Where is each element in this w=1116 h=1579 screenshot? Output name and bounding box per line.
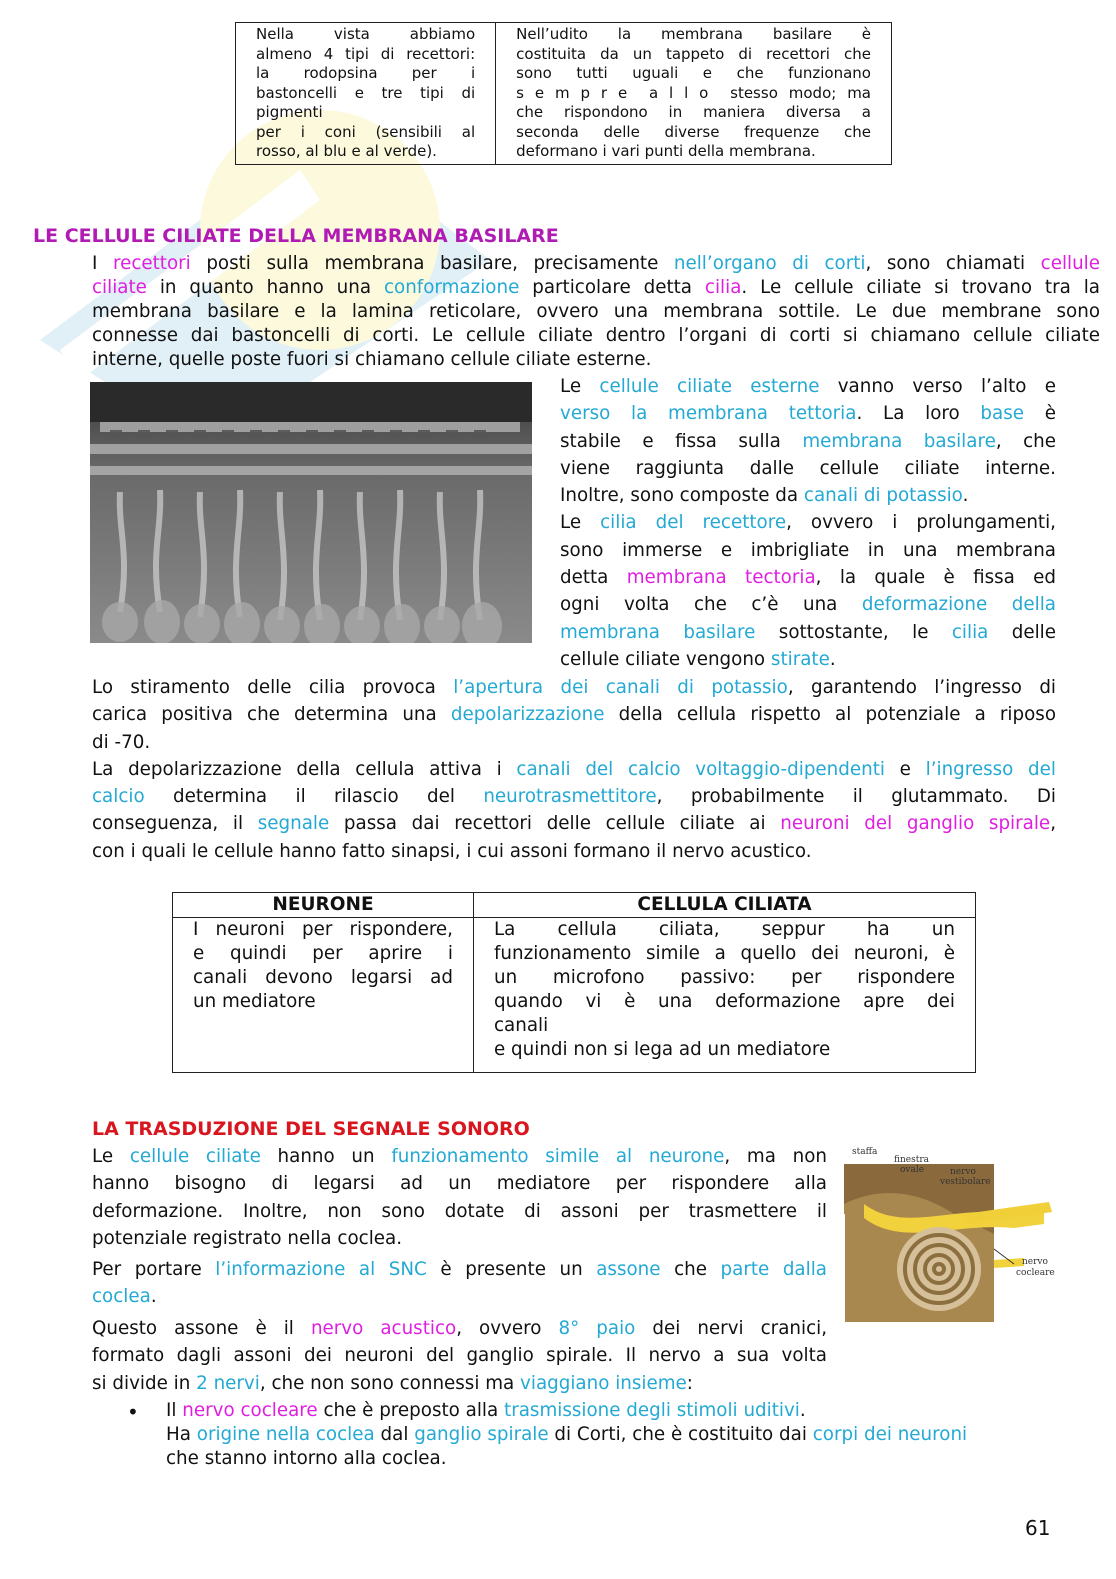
hair-cells-micrograph: [90, 382, 532, 643]
intro-paragraph: [92, 252, 1100, 372]
text-line: deformazione. Inoltre, non sono dotate di assoni per trasmettere il: [92, 1200, 827, 1222]
section-title-cellule-ciliate: LE CELLULE CILIATE DELLA MEMBRANA BASILARE: [33, 225, 559, 247]
label-staffa: staffa: [852, 1147, 878, 1157]
table-line: un mediatore: [193, 991, 316, 1012]
depolarization-paragraph: [92, 674, 1056, 865]
text-line: viene raggiunta dalle cellule ciliate interne.: [560, 457, 1056, 479]
hearing-cell: [496, 23, 892, 165]
label-nervo-cocleare-2: cocleare: [1016, 1268, 1055, 1278]
table-line: pigmenti: [256, 103, 323, 121]
table-line: bastoncelli e tre tipi di: [256, 83, 476, 102]
text-line: potenziale registrato nella coclea.: [92, 1227, 403, 1249]
label-nervo-vestibolare-1: nervo: [950, 1167, 976, 1177]
text-line: Le cellule ciliate hanno un funzionamento simile al neurone, ma non: [92, 1146, 827, 1167]
outer-hair-cells-paragraph: [560, 373, 1056, 673]
text-line: con i quali le cellule hanno fatto sinapsi, i cui assoni formano il nervo acustico.: [92, 840, 812, 862]
table-line: rosso, al blu e al verde).: [256, 142, 437, 160]
table-line: I neuroni per rispondere,: [193, 919, 453, 940]
table-line: sono tutti uguali e che funzionano: [516, 64, 871, 82]
text-line: sono immerse e imbrigliate in una membrana: [560, 539, 1056, 561]
text-line: coclea.: [92, 1286, 157, 1308]
text-line: detta membrana tectoria, la quale è fissa ed: [560, 567, 1057, 589]
table-header-neurone: NEURONE: [173, 893, 474, 918]
text-line: Per portare l’informazione al SNC è presente un assone che parte dalla: [92, 1259, 827, 1280]
text-line: La depolarizzazione della cellula attiva i canali del calcio voltaggio-dipendenti e l’ingresso del: [92, 758, 1056, 780]
vision-cell: [236, 23, 496, 165]
table-line: un microfono passivo: per rispondere: [494, 967, 955, 988]
text-line: interne, quelle poste fuori si chiamano cellule ciliate esterne.: [92, 349, 652, 370]
bullet-point: •: [127, 1400, 139, 1424]
text-line: connesse dai bastoncelli di corti. Le cellule ciliate dentro l’organi di corti si chiamano cellule ciliate: [92, 325, 1100, 346]
text-line: Ha origine nella coclea dal ganglio spirale di Corti, che è costituito dai corpi dei neuroni: [166, 1424, 968, 1445]
table-line: quando vi è una deformazione apre dei: [494, 991, 955, 1012]
section-title-trasduzione: LA TRASDUZIONE DEL SEGNALE SONORO: [92, 1118, 530, 1140]
text-line: cellule ciliate vengono stirate.: [560, 648, 836, 670]
vision-hearing-table: [235, 22, 892, 165]
label-nervo-vestibolare-2: vestibolare: [940, 1177, 991, 1187]
text-line: Le cilia del recettore, ovvero i prolungamenti,: [560, 512, 1056, 534]
text-line: Inoltre, sono composte da canali di potassio.: [560, 485, 969, 507]
text-line: ogni volta che c’è una deformazione della: [560, 594, 1056, 616]
text-line: calcio determina il rilascio del neurotrasmettitore, probabilmente il glutammato. Di: [92, 786, 1056, 808]
text-line: Le cellule ciliate esterne vanno verso l’alto e: [560, 376, 1056, 397]
text-line: si divide in 2 nervi, che non sono connessi ma viaggiano insieme:: [92, 1372, 693, 1394]
page-number: 61: [1025, 1516, 1051, 1540]
text-line: stabile e fissa sulla membrana basilare, che: [560, 430, 1057, 452]
table-line: seconda delle diverse frequenze che: [516, 122, 871, 141]
text-line: membrana basilare e la lamina reticolare, ovvero una membrana sottile. Le due membrane sono: [92, 301, 1100, 322]
table-line: per i coni (sensibili al: [256, 122, 476, 141]
hair-cell-cell: [474, 918, 976, 1073]
text-line: I recettori posti sulla membrana basilare, precisamente nell’organo di corti, sono chiamati cellule: [92, 253, 1101, 274]
table-line: almeno 4 tipi di recettori:: [256, 44, 476, 63]
text-line: formato dagli assoni dei neuroni del ganglio spirale. Il nervo a sua volta: [92, 1345, 827, 1367]
text-line: ciliate in quanto hanno una conformazione particolare detta cilia. Le cellule ciliate si trovano tra la: [92, 277, 1100, 298]
transduction-paragraph-1: [92, 1143, 827, 1252]
table-line: Nell’udito la membrana basilare è: [516, 25, 871, 43]
table-line: che rispondono in maniera diversa a: [516, 103, 871, 121]
table-line: funzionamento simile a quello dei neuroni, è: [494, 943, 955, 964]
text-line: verso la membrana tettoria. La loro base è: [560, 403, 1056, 425]
text-line: Lo stiramento delle cilia provoca l’apertura dei canali di potassio, garantendo l’ingresso di: [92, 677, 1057, 698]
transduction-paragraph-2: [92, 1256, 827, 1311]
cochlea-illustration: [844, 1144, 1060, 1322]
table-line: costituita da un tappeto di recettori che: [516, 44, 871, 63]
neuron-vs-hair-cell-table: [172, 892, 976, 1073]
table-line: la rodopsina per i: [256, 64, 476, 82]
text-line: membrana basilare sottostante, le cilia delle: [560, 621, 1057, 643]
bullet-item-nervo-cocleare: [166, 1399, 1106, 1471]
text-line: carica positiva che determina una depolarizzazione della cellula rispetto al potenziale a riposo: [92, 704, 1057, 726]
table-line: canali devono legarsi ad: [193, 967, 453, 988]
text-line: Il nervo cocleare che è preposto alla trasmissione degli stimoli uditivi.: [166, 1400, 806, 1421]
table-line: canali: [494, 1015, 549, 1036]
text-line: di -70.: [92, 731, 151, 753]
transduction-paragraph-3: [92, 1315, 827, 1397]
text-line: Questo assone è il nervo acustico, ovvero 8° paio dei nervi cranici,: [92, 1318, 828, 1339]
neuron-cell: [173, 918, 474, 1073]
label-finestra: finestra: [894, 1155, 930, 1165]
text-line: hanno bisogno di legarsi ad un mediatore per rispondere alla: [92, 1173, 827, 1195]
text-line: che stanno intorno alla coclea.: [166, 1448, 447, 1469]
label-ovale: ovale: [900, 1165, 925, 1175]
table-line: e quindi per aprire i: [193, 943, 453, 964]
text-line: conseguenza, il segnale passa dai recettori delle cellule ciliate ai neuroni del ganglio spirale,: [92, 813, 1056, 835]
table-line: Nella vista abbiamo: [256, 25, 476, 43]
table-header-cellula-ciliata: CELLULA CILIATA: [474, 893, 976, 918]
table-line: La cellula ciliata, seppur ha un: [494, 919, 955, 940]
table-line: deformano i vari punti della membrana.: [516, 142, 816, 160]
table-line: e quindi non si lega ad un mediatore: [494, 1039, 831, 1060]
table-line: s e m p r e a l l o stesso modo; ma: [516, 83, 871, 102]
label-nervo-cocleare-1: nervo: [1022, 1257, 1048, 1267]
